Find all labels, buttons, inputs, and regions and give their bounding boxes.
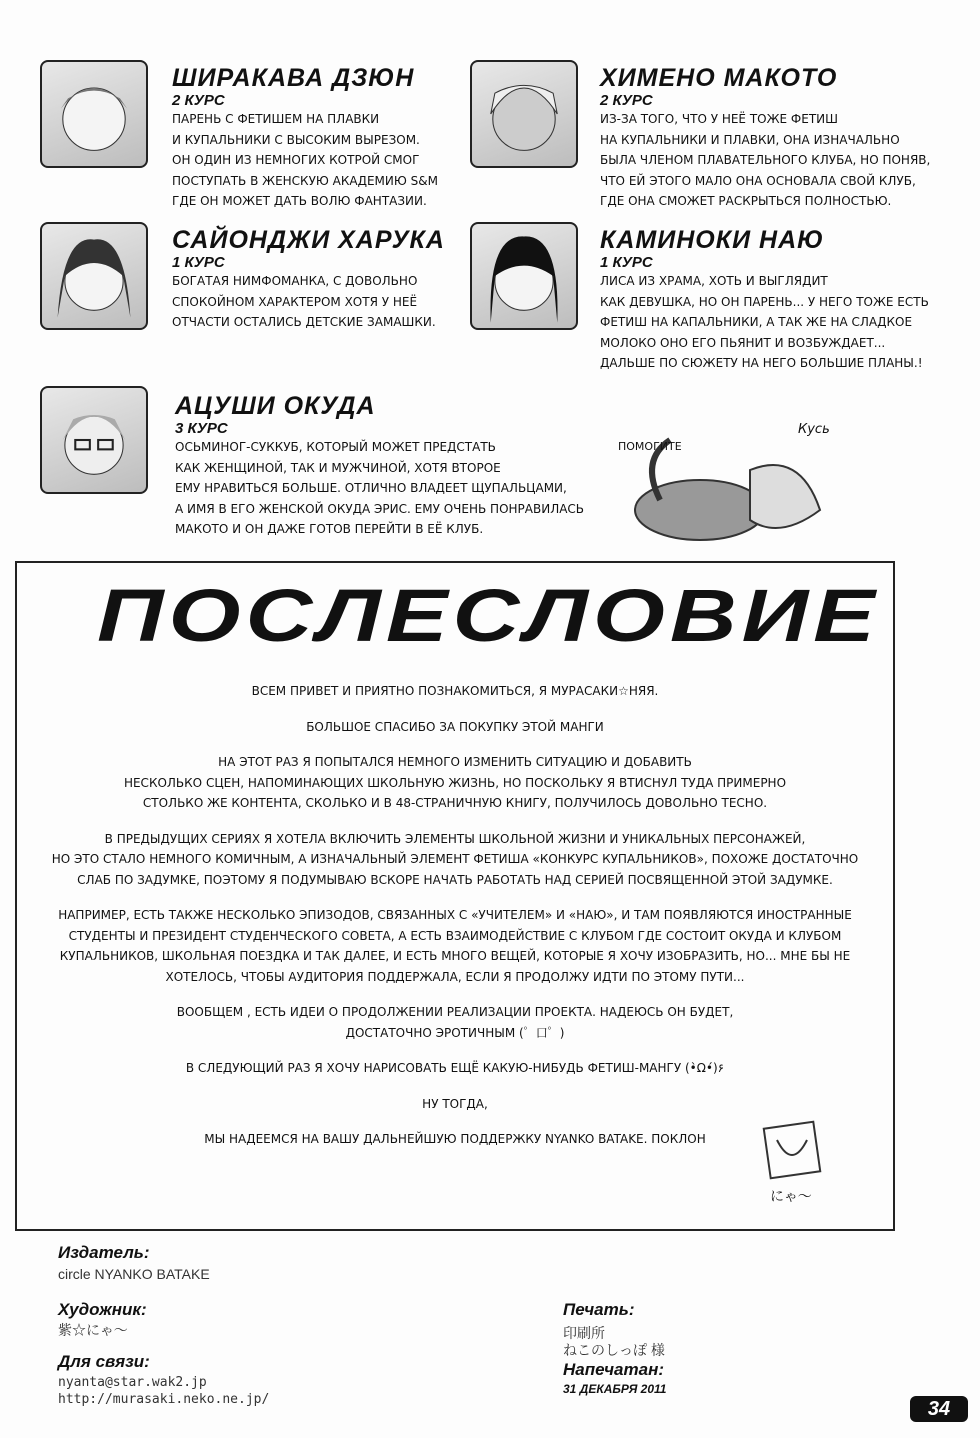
afterword-paragraph: НА ЭТОТ РАЗ Я ПОПЫТАЛСЯ НЕМНОГО ИЗМЕНИТЬ СИТУАЦИЮ И ДОБАВИТЬ НЕСКОЛЬКО СЦЕН, НАПОМИНАЮЩИХ ШКОЛЬНУЮ ЖИЗНЬ, НО ПОСКОЛЬКУ Я ВТИСНУЛ ТУДА ПРИМЕРНО СТОЛЬКО ЖЕ КОНТЕНТА, СКОЛЬКО И В 48-СТРАНИЧНУЮ КНИГУ, ПОЛУЧИЛОСЬ ДОВОЛЬНО ТЕСНО.	[123, 755, 787, 810]
character-kaminoki	[600, 226, 929, 374]
octopus-fox-doodle	[600, 400, 840, 550]
contact-label: Для связи:	[58, 1352, 150, 1371]
character-shirakawa	[172, 64, 438, 212]
character-course: 1 КУРС	[172, 254, 225, 271]
character-name: ШИРАКАВА ДЗЮН	[172, 64, 415, 92]
portrait-kaminoki	[470, 222, 578, 330]
character-name: КАМИНОКИ НАЮ	[600, 226, 825, 254]
print-label: Печать:	[563, 1300, 635, 1319]
character-course: 3 КУРС	[175, 420, 228, 437]
character-course: 2 КУРС	[172, 92, 225, 109]
printed-date: 31 ДЕКАБРЯ 2011	[563, 1382, 667, 1396]
doodle-bite-text: Кусь	[798, 422, 830, 437]
character-desc: ИЗ-ЗА ТОГО, ЧТО У НЕЁ ТОЖЕ ФЕТИШ НА КУПАЛЬНИКИ И ПЛАВКИ, ОНА ИЗНАЧАЛЬНО БЫЛА ЧЛЕНОМ ПЛАВАТЕЛЬНОГО КЛУБА, НО ПОНЯВ, ЧТО ЕЙ ЭТОГО МАЛО ОНА ОСНОВАЛА СВОЙ КЛУБ, ГДЕ ОНА СМОЖЕТ РАСКРЫТЬСЯ ПОЛНОСТЬЮ.	[600, 112, 931, 208]
character-desc: ОСЬМИНОГ-СУККУБ, КОТОРЫЙ МОЖЕТ ПРЕДСТАТЬ КАК ЖЕНЩИНОЙ, ТАК И МУЖЧИНОЙ, ХОТЯ ВТОРОЕ ЕМУ НРАВИТЬСЯ БОЛЬШЕ. ОТЛИЧНО ВЛАДЕЕТ ЩУПАЛЬЦАМИ, А ИМЯ В ЕГО ЖЕНСКОЙ ОКУДА ЭРИС. ЕМУ ОЧЕНЬ ПОНРАВИЛАСЬ МАКОТО И ОН ДАЖЕ ГОТОВ ПЕРЕЙТИ В ЕЁ КЛУБ.	[175, 440, 585, 536]
character-desc: ПАРЕНЬ С ФЕТИШЕМ НА ПЛАВКИ И КУПАЛЬНИКИ С ВЫСОКИМ ВЫРЕЗОМ. ОН ОДИН ИЗ НЕМНОГИХ КОТРОЙ СМОГ ПОСТУПАТЬ В ЖЕНСКУЮ АКАДЕМИЮ S&M ГДЕ ОН МОЖЕТ ДАТЬ ВОЛЮ ФАНТАЗИИ.	[172, 112, 438, 208]
afterword-body	[37, 681, 873, 1165]
portrait-himeno	[470, 60, 578, 168]
publisher-value: circle NYANKO BATAKE	[58, 1266, 210, 1282]
character-desc: БОГАТАЯ НИМФОМАНКА, С ДОВОЛЬНО СПОКОЙНОМ ХАРАКТЕРОМ ХОТЯ У НЕЁ ОТЧАСТИ ОСТАЛИСЬ ДЕТСКИЕ ЗАМАШКИ.	[172, 274, 436, 329]
character-course: 1 КУРС	[600, 254, 653, 271]
artist-value: 紫☆にゃ～	[58, 1322, 128, 1338]
contact-value: nyanta@star.wak2.jp http://murasaki.neko.ne.jp/	[58, 1375, 270, 1407]
character-name: АЦУШИ ОКУДА	[175, 392, 376, 420]
character-saionji	[172, 226, 445, 333]
portrait-okuda	[40, 386, 148, 494]
printed-label: Напечатан:	[563, 1360, 665, 1379]
afterword-paragraph: НУ ТОГДА,	[422, 1096, 488, 1111]
publisher-label: Издатель:	[58, 1243, 150, 1262]
afterword-paragraph: НАПРИМЕР, ЕСТЬ ТАКЖЕ НЕСКОЛЬКО ЭПИЗОДОВ, СВЯЗАННЫХ С «УЧИТЕЛЕМ» И «НАЮ», И ТАМ ПОЯВЛЯЮТСЯ ИНОСТРАННЫЕ СТУДЕНТЫ И ПРЕЗИДЕНТ СТУДЕНЧЕСКОГО СОВЕТА, А ЕСТЬ ВЗАИМОДЕЙСТВИЕ С КЛУБОМ ГДЕ СОСТОИТ ОКУДА И КЛУБОМ КУПАЛЬНИКОВ, ШКОЛЬНАЯ ПОЕЗДКА И ТАК ДАЛЕЕ, И ЕСТЬ МНОГО ВЕЩЕЙ, КОТОРЫЕ Я ХОЧУ ИЗОБРАЗИТЬ, НО... МНЕ БЫ НЕ ХОТЕЛОСЬ, ЧТОБЫ АУДИТОРИЯ ПОДДЕРЖАЛА, ЕСЛИ Я ПРОДОЛЖУ ИДТИ ПО ЭТОМУ ПУТИ...	[58, 908, 852, 984]
author-signature	[762, 1120, 832, 1210]
afterword-paragraph: МЫ НАДЕЕМСЯ НА ВАШУ ДАЛЬНЕЙШУЮ ПОДДЕРЖКУ NYANKO BATAKE. ПОКЛОН	[204, 1132, 706, 1146]
afterword-title: ПОСЛЕСЛОВИЕ	[97, 574, 880, 657]
portrait-shirakawa	[40, 60, 148, 168]
page-number: 34	[910, 1396, 968, 1422]
character-desc: ЛИСА ИЗ ХРАМА, ХОТЬ И ВЫГЛЯДИТ КАК ДЕВУШКА, НО ОН ПАРЕНЬ... У НЕГО ТОЖЕ ЕСТЬ ФЕТИШ НА КАПАЛЬНИКИ, А ТАК ЖЕ НА СЛАДКОЕ МОЛОКО ОНО ЕГО ПЬЯНИТ И ВОЗБУЖДАЕТ... ДАЛЬШЕ ПО СЮЖЕТУ НА НЕГО БОЛЬШИЕ ПЛАНЫ.!	[600, 274, 929, 370]
character-name: САЙОНДЖИ ХАРУКА	[172, 226, 445, 254]
afterword-paragraph: В СЛЕДУЮЩИЙ РАЗ Я ХОЧУ НАРИСОВАТЬ ЕЩЁ КАКУЮ-НИБУДЬ ФЕТИШ-МАНГУ (•̀Ω•́)۶	[185, 1061, 725, 1075]
character-okuda	[175, 392, 584, 540]
printer-value: 印刷所 ねこのしっぽ 様	[563, 1325, 665, 1358]
afterword-paragraph: БОЛЬШОЕ СПАСИБО ЗА ПОКУПКУ ЭТОЙ МАНГИ	[306, 719, 604, 734]
doodle-help-text: ПОМОГИТЕ	[618, 440, 682, 453]
character-himeno	[600, 64, 930, 212]
afterword-paragraph: ВООБЩЕМ , ЕСТЬ ИДЕИ О ПРОДОЛЖЕНИИ РЕАЛИЗАЦИИ ПРОЕКТА. НАДЕЮСЬ ОН БУДЕТ, ДОСТАТОЧНО ЭРОТИЧНЫМ (゜口゜)	[176, 1005, 734, 1040]
afterword-paragraph: В ПРЕДЫДУЩИХ СЕРИЯХ Я ХОТЕЛА ВКЛЮЧИТЬ ЭЛЕМЕНТЫ ШКОЛЬНОЙ ЖИЗНИ И УНИКАЛЬНЫХ ПЕРСОНАЖЕЙ, НО ЭТО СТАЛО НЕМНОГО КОМИЧНЫМ, А ИЗНАЧАЛЬНЫЙ ЭЛЕМЕНТ ФЕТИША «КОНКУРС КУПАЛЬНИКОВ», ПОХОЖЕ ДОСТАТОЧНО СЛАБ ПО ЗАДУМКЕ, ПОЭТОМУ Я ПОДУМЫВАЮ ВСКОРЕ НАЧАТЬ РАБОТАТЬ НАД СЕРИЕЙ ПОСВЯЩЕННОЙ ЭТОЙ ЗАДУМКЕ.	[51, 831, 859, 887]
portrait-saionji	[40, 222, 148, 330]
character-course: 2 КУРС	[600, 92, 653, 109]
signature-text: にゃ～	[770, 1189, 812, 1205]
artist-label: Художник:	[58, 1300, 147, 1319]
character-name: ХИМЕНО МАКОТО	[600, 64, 838, 92]
afterword-paragraph: ВСЕМ ПРИВЕТ И ПРИЯТНО ПОЗНАКОМИТЬСЯ, Я МУРАСАКИ☆НЯЯ.	[251, 684, 659, 698]
